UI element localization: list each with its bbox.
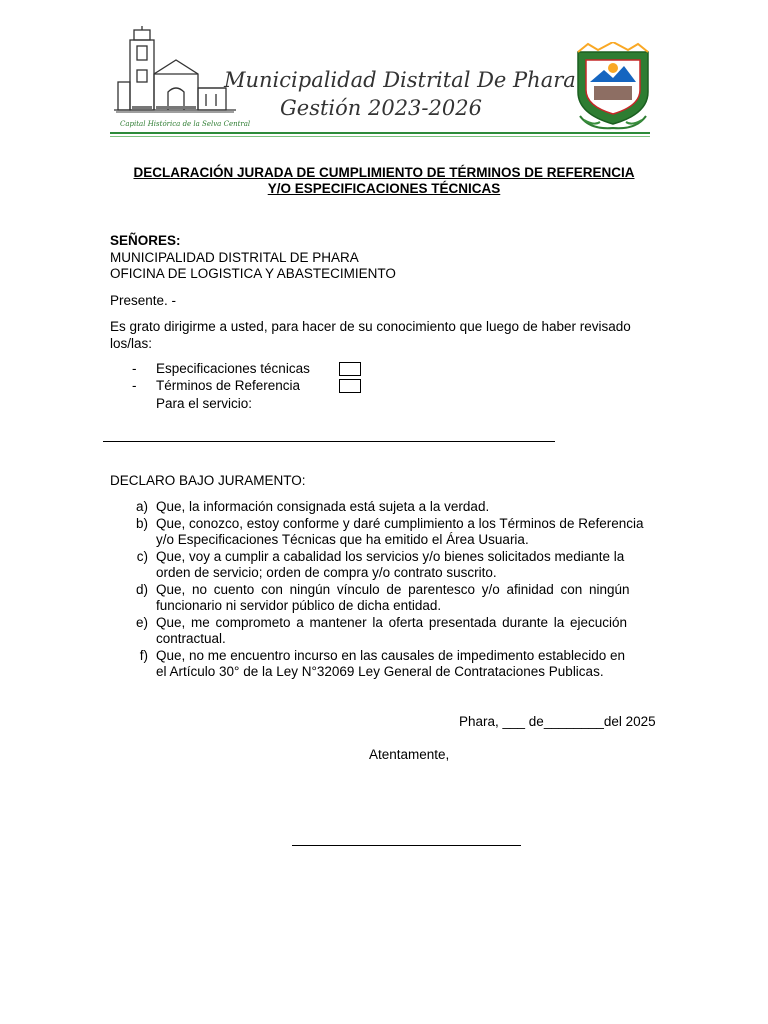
clause-letter: a) bbox=[135, 499, 148, 514]
logo-caption: Capital Histórica de la Selva Central bbox=[120, 120, 251, 128]
clause-text: Que, voy a cumplir a cabalidad los servicios y/o bienes solicitados mediante la bbox=[156, 549, 625, 564]
coat-of-arms-logo bbox=[570, 42, 656, 130]
service-blank-line[interactable] bbox=[103, 441, 555, 442]
clause-text: el Artículo 30° de la Ley N°32069 Ley General de Contrataciones Publicas. bbox=[156, 664, 604, 679]
addressee-line1: MUNICIPALIDAD DISTRITAL DE PHARA bbox=[110, 250, 359, 265]
clause-text: Que, no cuento con ningún vínculo de parentesco y/o afinidad con ningún bbox=[156, 582, 630, 597]
clause-text: Que, me comprometo a mantener la oferta presentada durante la ejecución bbox=[156, 615, 628, 630]
clause-item bbox=[128, 615, 658, 648]
clause-item bbox=[128, 648, 658, 681]
clause-item bbox=[128, 582, 658, 615]
service-label: Para el servicio: bbox=[156, 396, 253, 411]
declaro-heading: DECLARO BAJO JURAMENTO: bbox=[110, 473, 306, 488]
document-title-line1: DECLARACIÓN JURADA DE CUMPLIMIENTO DE TÉRMINOS DE REFERENCIA bbox=[133, 165, 635, 180]
header-rule-thin bbox=[110, 136, 650, 137]
clause-text: y/o Especificaciones Técnicas que ha emitido el Área Usuaria. bbox=[156, 532, 529, 547]
clause-letter: f) bbox=[139, 648, 148, 663]
clause-letter: b) bbox=[135, 516, 148, 531]
presente: Presente. - bbox=[110, 293, 177, 308]
clause-letter: d) bbox=[135, 582, 148, 597]
municipality-title: Municipalidad Distrital De Phara bbox=[224, 68, 576, 92]
option-especificaciones-label: Especificaciones técnicas bbox=[156, 361, 310, 376]
header bbox=[0, 0, 768, 145]
clause-text: orden de servicio; orden de compra y/o contrato suscrito. bbox=[156, 565, 497, 580]
option-bullet: - bbox=[132, 361, 137, 376]
clause-text: Que, la información consignada está sujeta a la verdad. bbox=[156, 499, 490, 514]
signature-line[interactable] bbox=[292, 845, 521, 846]
clause-item bbox=[128, 499, 658, 516]
addressee-label: SEÑORES: bbox=[110, 233, 181, 248]
clause-letter: e) bbox=[135, 615, 148, 630]
terminos-checkbox[interactable] bbox=[339, 379, 361, 393]
closing: Atentamente, bbox=[369, 747, 450, 762]
option-terminos-label: Términos de Referencia bbox=[156, 378, 301, 393]
addressee-line2: OFICINA DE LOGISTICA Y ABASTECIMIENTO bbox=[110, 266, 396, 281]
document-title-line2: Y/O ESPECIFICACIONES TÉCNICAS bbox=[267, 181, 501, 196]
clause-item bbox=[128, 549, 658, 582]
clauses-list bbox=[128, 499, 658, 681]
clause-item bbox=[128, 516, 658, 549]
management-period: Gestión 2023-2026 bbox=[280, 96, 482, 120]
clause-letter: c) bbox=[136, 549, 148, 564]
especificaciones-checkbox[interactable] bbox=[339, 362, 361, 376]
clause-text: contractual. bbox=[156, 631, 226, 646]
date-line[interactable]: Phara, ___ de________del 2025 bbox=[459, 714, 656, 729]
clause-text: Que, no me encuentro incurso en las causales de impedimento establecido en bbox=[156, 648, 626, 663]
intro-line2: los/las: bbox=[110, 336, 153, 351]
option-bullet: - bbox=[132, 378, 137, 393]
clause-text: funcionario ni servidor público de dicha entidad. bbox=[156, 598, 442, 613]
header-rule bbox=[110, 132, 650, 134]
intro-line1: Es grato dirigirme a usted, para hacer de su conocimiento que luego de haber revisado bbox=[110, 319, 631, 334]
clause-text: Que, conozco, estoy conforme y daré cumplimiento a los Términos de Referencia bbox=[156, 516, 644, 531]
